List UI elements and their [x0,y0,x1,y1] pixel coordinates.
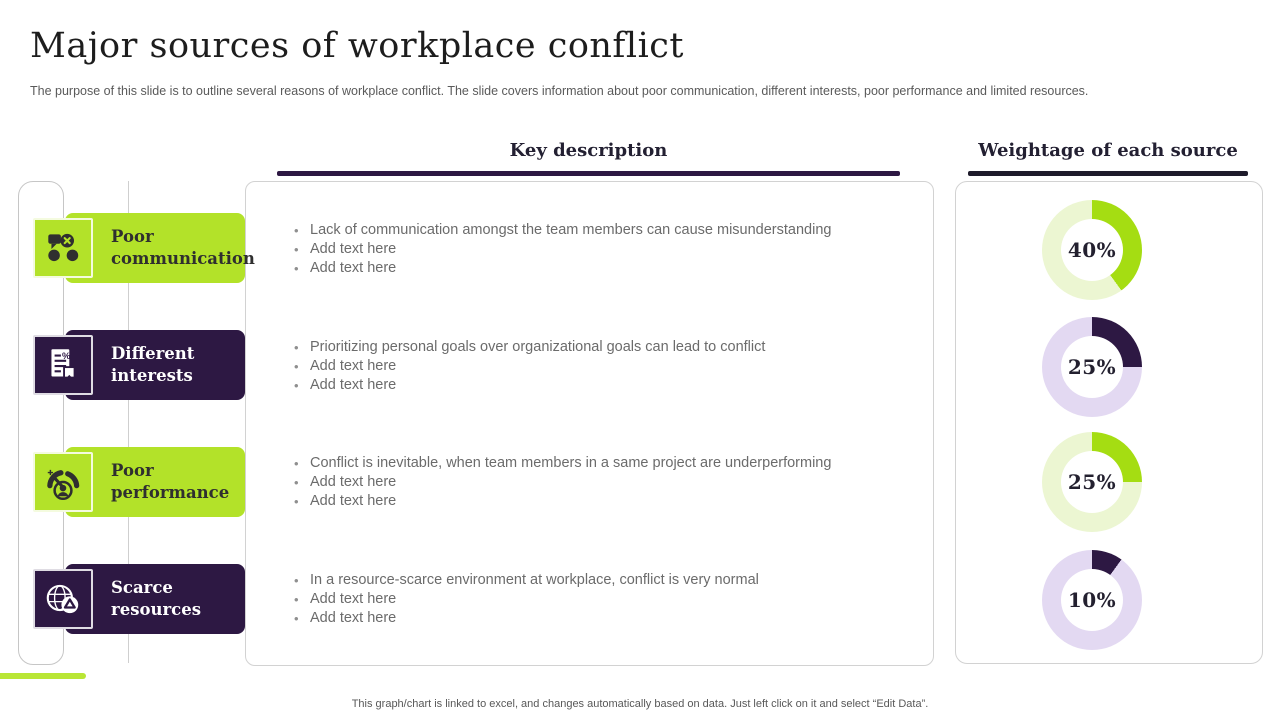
bullet-item: • Lack of communication amongst the team members can cause misunderstanding [292,221,907,240]
description-underline [277,171,900,176]
category-label: Poor performance [111,460,230,502]
conversation-error-icon [42,227,84,269]
bullet-item: • Add text here [292,376,907,395]
donut-hole [1061,336,1123,398]
category-label: Different interests [111,343,195,385]
bullet-item: • In a resource-scarce environment at workplace, conflict is very normal [292,571,907,590]
donut-chart-poor-performance[interactable] [1042,432,1142,532]
weightage-underline [968,171,1248,176]
bullet-item: • Add text here [292,492,907,511]
category-label: Poor communication [111,226,255,268]
performance-gauge-icon [42,461,84,503]
bullet-item: • Prioritizing personal goals over organizational goals can lead to conflict [292,338,907,357]
icon-box [33,335,93,395]
bullet-item: • Add text here [292,357,907,376]
bullet-item: • Add text here [292,473,907,492]
bullet-item: • Add text here [292,609,907,628]
bullet-list[interactable] [292,221,907,278]
bullet-item: • Add text here [292,259,907,278]
bullet-item: • Add text here [292,590,907,609]
accent-bar [0,673,86,679]
donut-hole [1061,451,1123,513]
donut-percent-label: 40% [1067,238,1117,262]
donut-percent-label: 25% [1067,470,1117,494]
donut-percent-label: 10% [1067,588,1117,612]
donut-chart-scarce-resources[interactable] [1042,550,1142,650]
bullet-list[interactable] [292,571,907,628]
slide-subtitle: The purpose of this slide is to outline several reasons of workplace conflict. The slide covers information about poor communication, different interests, poor performance and limited resources. [30,84,1089,98]
donut-chart-different-interests[interactable] [1042,317,1142,417]
bullet-list[interactable] [292,338,907,395]
footer-note: This graph/chart is linked to excel, and changes automatically based on data. Just left click on it and select “Edit Data”. [351,698,929,710]
icon-box [33,569,93,629]
description-column-header: Key description [509,140,668,161]
bullet-item: • Conflict is inevitable, when team members in a same project are underperforming [292,454,907,473]
document-percent-icon [42,344,84,386]
icon-box [33,218,93,278]
svg-text:%: % [61,351,71,363]
donut-chart-poor-communication[interactable] [1042,200,1142,300]
bullet-item: • Add text here [292,240,907,259]
weightage-column-header: Weightage of each source [978,140,1238,161]
bullet-list[interactable] [292,454,907,511]
donut-hole [1061,569,1123,631]
category-label: Scarce resources [111,577,202,619]
icon-box [33,452,93,512]
page-title: Major sources of workplace conflict [30,26,684,66]
donut-percent-label: 25% [1067,355,1117,379]
donut-hole [1061,219,1123,281]
globe-recycle-icon [42,578,84,620]
